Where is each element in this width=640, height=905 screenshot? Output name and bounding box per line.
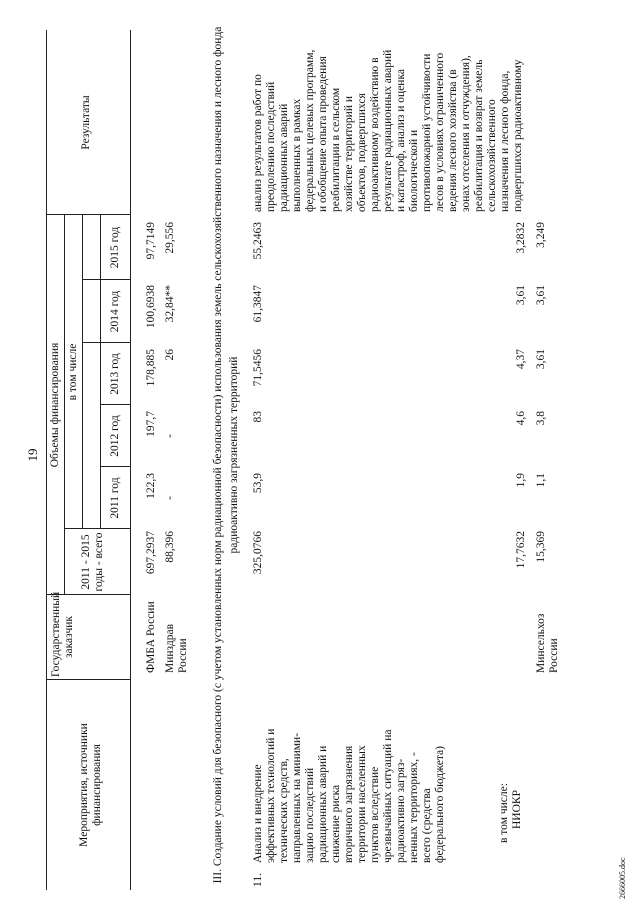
item-line: направленных на миними- [291,732,303,863]
results-line: назначения и лесного фонда, [499,70,511,212]
value-2014: 100,6938 [145,285,157,329]
results-line: сельскохозяйственного [486,99,498,212]
results-line: реабилитации в сельском [330,87,342,212]
value-2011: 53,9 [252,473,264,494]
results-line: лесов в условиях ограниченного [434,52,446,212]
item-line: ненных территориях, - [408,752,420,863]
value-2015: 3,2832 [515,222,527,254]
results-line: хозяйстве территорий и [343,95,355,212]
customer-minzdrav: Минздрав России [164,623,189,673]
item-number: 11. [252,873,264,887]
header-divider [82,342,130,343]
results-line: зонах отселения и отчуждения), [460,55,472,212]
value-2015: 97,7149 [145,222,157,260]
header-total: 2011 - 2015 годы - всего [80,532,105,592]
header-divider [46,679,130,680]
item-description [252,673,447,863]
value-total: 15,369 [535,531,547,563]
value-2014: 32,84** [164,285,176,323]
item-line: федерального бюджета) [434,746,446,863]
value-2011: - [164,496,176,500]
results-line: подвергшихся радиоактивному [512,59,524,212]
value-2013: 4,37 [515,349,527,370]
value-2015: 29,556 [164,222,176,254]
value-2013: 178,885 [145,349,157,387]
item-line: радиоактивно загряз- [395,758,407,863]
item-line: вторичного загрязнения [343,745,355,863]
header-measures: Мероприятия, источники финансирования [78,723,103,847]
item-line: эффективных технологий и [265,728,277,863]
results-line: радиационных аварий [278,103,290,212]
document-id: 2666005.doc [618,857,627,899]
page-number: 19 [25,448,40,462]
niokr-label [498,783,524,843]
header-year-2014: 2014 год [109,290,121,333]
results-line: анализ результатов работ по [252,74,264,212]
value-2012: 3,8 [535,411,547,426]
item-line: снижение риска [330,784,342,863]
results-line: биологической и [408,129,420,212]
niokr-label-line: НИОКР [511,790,523,829]
item-line: технических средств, [278,758,290,863]
header-year-2011: 2011 год [109,477,121,519]
value-2014: 3,61 [535,285,547,306]
item-line: радиационных аварий и [317,745,329,863]
header-year-2015: 2015 год [109,226,121,269]
results-text [252,7,525,212]
value-2011: 1,9 [515,473,527,488]
value-2012: 83 [252,411,264,423]
value-2014: 61,3847 [252,285,264,323]
results-line: федеральных целевых программ, [304,49,316,212]
item-line: пунктов вследствие [369,766,381,863]
results-line: и обобщение опыта проведения [317,56,329,212]
value-total: 325,0766 [252,531,264,575]
value-2012: - [164,434,176,438]
item-line: зацию последствий [304,767,316,863]
value-2013: 26 [164,349,176,361]
niokr-label-line: в том числе: [498,783,510,843]
value-2012: 197,7 [145,411,157,437]
header-funding-rule [64,215,65,595]
header-year-2013: 2013 год [109,353,121,395]
value-2012: 4,6 [515,411,527,426]
header-top-rule [46,30,47,890]
header-funding: Объемы финансирования [49,342,61,468]
value-2015: 55,2463 [252,222,264,260]
value-2011: 1,1 [535,473,547,488]
item-line: всего (средства [421,788,433,863]
results-line: противопожарной устойчивости [421,53,433,212]
results-line: и катастроф, анализ и оценка [395,69,407,212]
results-line: преодолению последствий [265,81,277,212]
value-2013: 3,61 [535,349,547,370]
results-line: выполненных в рамках [291,98,303,212]
header-results: Результаты [80,95,92,150]
header-year-2012: 2012 год [109,415,121,457]
header-customer: Государственный заказчик [50,591,75,677]
item-line: территории населенных [356,745,368,863]
customer-minselkhoz: Минсельхоз России [535,613,560,673]
header-including: в том числе [67,343,79,401]
item-line: Анализ и внедрение [252,764,264,863]
value-2011: 122,3 [145,473,157,499]
results-line: радиоактивному воздействию в [369,57,381,212]
value-2013: 71,5456 [252,349,264,387]
results-line: реабилитация и возврат земель [473,59,485,212]
value-total: 697,2937 [145,531,157,575]
value-2015: 3,249 [535,222,547,248]
item-line: чрезвычайных ситуаций на [382,729,394,863]
value-total: 17,7632 [515,531,527,569]
header-bottom-rule [130,30,131,890]
header-including-rule [82,215,83,529]
header-years-rule [100,215,101,529]
value-total: 88,396 [164,531,176,563]
value-2014: 3,61 [515,285,527,306]
customer-fmba: ФМБА России [145,601,157,673]
results-line: объектов, подвергшихся [356,93,368,212]
results-line: ведения лесного хозяйства (в [447,69,459,212]
header-divider [82,279,130,280]
results-line: результате радиационных аварий [382,49,394,212]
section-title: III. Создание условий для безопасного (с учетом установленных норм радиационной безопасности) использования земель сельскохозяйственного назначения и лесного фонда радиоактивно загрязненных территорий [212,26,240,884]
